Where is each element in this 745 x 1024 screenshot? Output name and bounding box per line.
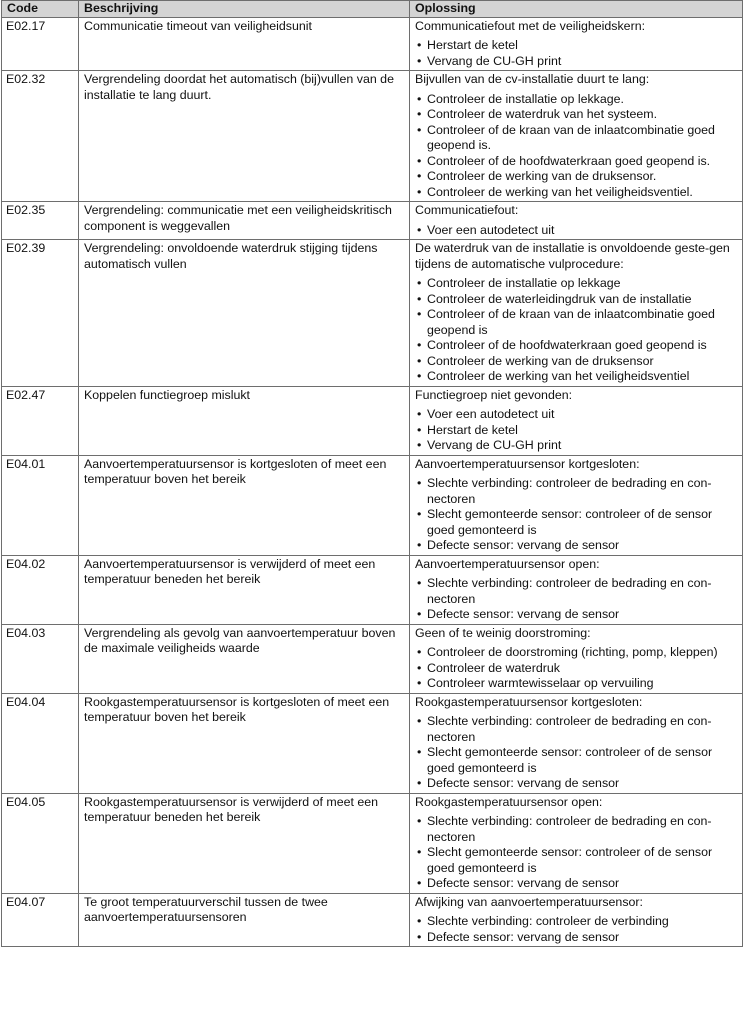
solution-step: • Slechte verbinding: controleer de bedrading en con-nectoren <box>415 814 737 845</box>
description-cell: Vergrendeling: communicatie met een veiligheidskritisch component is weggevallen <box>79 202 410 240</box>
solution-cell <box>410 386 743 455</box>
error-code-cell: E04.01 <box>2 455 79 555</box>
error-code-cell: E04.02 <box>2 555 79 624</box>
solution-step: • Slechte verbinding: controleer de verbinding <box>415 914 737 930</box>
error-code-cell: E02.39 <box>2 240 79 387</box>
solution-step: • Controleer de werking van het veiligheidsventiel. <box>415 185 737 201</box>
solution-cell <box>410 624 743 693</box>
solution-cell <box>410 793 743 893</box>
solution-title: Communicatiefout: <box>415 203 519 217</box>
solution-step: • Controleer de waterdruk van het systeem. <box>415 107 737 123</box>
solution-cell <box>410 893 743 947</box>
solution-cell <box>410 455 743 555</box>
solution-cell <box>410 71 743 202</box>
error-code-cell: E02.35 <box>2 202 79 240</box>
solution-steps-list <box>415 476 737 554</box>
error-code-cell: E04.05 <box>2 793 79 893</box>
description-cell: Rookgastemperatuursensor is verwijderd of meet een temperatuur beneden het bereik <box>79 793 410 893</box>
solution-step: • Controleer de installatie op lekkage. <box>415 92 737 108</box>
solution-step: • Controleer of de hoofdwaterkraan goed geopend is. <box>415 154 737 170</box>
solution-cell <box>410 693 743 793</box>
description-cell: Te groot temperatuurverschil tussen de twee aanvoertemperatuursensoren <box>79 893 410 947</box>
description-cell: Aanvoertemperatuursensor is kortgesloten of meet een temperatuur boven het bereik <box>79 455 410 555</box>
table-body <box>2 17 743 947</box>
solution-steps-list <box>415 576 737 623</box>
solution-step: • Slechte verbinding: controleer de bedrading en con-nectoren <box>415 476 737 507</box>
solution-step: • Vervang de CU-GH print <box>415 54 737 70</box>
table-row <box>2 555 743 624</box>
solution-title: Rookgastemperatuursensor open: <box>415 794 603 809</box>
solution-steps-list <box>415 714 737 792</box>
solution-step: • Controleer de installatie op lekkage <box>415 276 737 292</box>
solution-title: Communicatiefout met de veiligheidskern: <box>415 18 646 33</box>
solution-step: • Controleer de waterleidingdruk van de installatie <box>415 292 737 308</box>
solution-step: • Defecte sensor: vervang de sensor <box>415 607 737 623</box>
solution-title: Functiegroep niet gevonden: <box>415 387 573 402</box>
solution-title: Aanvoertemperatuursensor kortgesloten: <box>415 456 640 471</box>
solution-title: De waterdruk van de installatie is onvoldoende geste-gen tijdens de automatische vulprocedure: <box>415 241 730 271</box>
solution-cell <box>410 17 743 71</box>
table-header-row <box>2 1 743 18</box>
solution-cell <box>410 555 743 624</box>
solution-title: Aanvoertemperatuursensor open: <box>415 556 600 571</box>
solution-step: • Voer een autodetect uit <box>415 407 737 423</box>
error-code-cell: E02.17 <box>2 17 79 71</box>
description-cell: Koppelen functiegroep mislukt <box>79 386 410 455</box>
solution-step: • Controleer de werking van de druksensor <box>415 354 737 370</box>
solution-step: • Controleer of de kraan van de inlaatcombinatie goed geopend is <box>415 307 737 338</box>
solution-steps-list <box>415 407 737 454</box>
solution-steps-list <box>415 92 737 201</box>
solution-title: Bijvullen van de cv-installatie duurt te lang: <box>415 72 650 86</box>
solution-step: • Vervang de CU-GH print <box>415 438 737 454</box>
error-code-cell: E04.07 <box>2 893 79 947</box>
solution-title: Geen of te weinig doorstroming: <box>415 625 591 640</box>
solution-step: • Controleer of de hoofdwaterkraan goed geopend is <box>415 338 737 354</box>
description-cell: Vergrendeling: onvoldoende waterdruk stijging tijdens automatisch vullen <box>79 240 410 387</box>
table-row <box>2 17 743 71</box>
table-row <box>2 71 743 202</box>
error-code-cell: E04.04 <box>2 693 79 793</box>
solution-steps-list <box>415 276 737 385</box>
description-cell: Aanvoertemperatuursensor is verwijderd of meet een temperatuur beneden het bereik <box>79 555 410 624</box>
header-solution: Oplossing <box>410 1 743 18</box>
table-row <box>2 893 743 947</box>
header-code: Code <box>2 1 79 18</box>
solution-step: • Controleer of de kraan van de inlaatcombinatie goed geopend is. <box>415 123 737 154</box>
solution-title: Afwijking van aanvoertemperatuursensor: <box>415 894 643 909</box>
solution-step: • Slechte verbinding: controleer de bedrading en con-nectoren <box>415 714 737 745</box>
solution-steps-list <box>415 914 737 945</box>
solution-step: • Defecte sensor: vervang de sensor <box>415 876 737 892</box>
solution-step: • Defecte sensor: vervang de sensor <box>415 776 737 792</box>
solution-step: • Slecht gemonteerde sensor: controleer of de sensor goed gemonteerd is <box>415 507 737 538</box>
solution-step: • Controleer de werking van de druksensor. <box>415 169 737 185</box>
solution-steps-list <box>415 38 737 69</box>
solution-step: • Controleer warmtewisselaar op vervuiling <box>415 676 737 692</box>
table-row <box>2 624 743 693</box>
solution-step: • Controleer de doorstroming (richting, pomp, kleppen) <box>415 645 737 661</box>
error-code-cell: E02.32 <box>2 71 79 202</box>
description-cell: Communicatie timeout van veiligheidsunit <box>79 17 410 71</box>
solution-title: Rookgastemperatuursensor kortgesloten: <box>415 694 643 709</box>
solution-step: • Controleer de werking van het veiligheidsventiel <box>415 369 737 385</box>
solution-steps-list <box>415 223 737 239</box>
solution-steps-list <box>415 645 737 692</box>
table-row <box>2 693 743 793</box>
table-row <box>2 202 743 240</box>
solution-step: • Slechte verbinding: controleer de bedrading en con-nectoren <box>415 576 737 607</box>
solution-step: • Defecte sensor: vervang de sensor <box>415 538 737 554</box>
description-cell: Vergrendeling doordat het automatisch (bij)vullen van de installatie te lang duurt. <box>79 71 410 202</box>
solution-steps-list <box>415 814 737 892</box>
table-row <box>2 240 743 387</box>
solution-cell <box>410 240 743 387</box>
header-description: Beschrijving <box>79 1 410 18</box>
error-code-cell: E02.47 <box>2 386 79 455</box>
description-cell: Vergrendeling als gevolg van aanvoertemperatuur boven de maximale veiligheids waarde <box>79 624 410 693</box>
table-row <box>2 386 743 455</box>
solution-step: • Voer een autodetect uit <box>415 223 737 239</box>
solution-step: • Herstart de ketel <box>415 423 737 439</box>
error-code-cell: E04.03 <box>2 624 79 693</box>
error-code-table <box>1 0 743 947</box>
solution-step: • Herstart de ketel <box>415 38 737 54</box>
solution-step: • Defecte sensor: vervang de sensor <box>415 930 737 946</box>
table-row <box>2 793 743 893</box>
solution-step: • Controleer de waterdruk <box>415 661 737 677</box>
description-cell: Rookgastemperatuursensor is kortgesloten of meet een temperatuur boven het bereik <box>79 693 410 793</box>
table-row <box>2 455 743 555</box>
solution-step: • Slecht gemonteerde sensor: controleer of de sensor goed gemonteerd is <box>415 745 737 776</box>
solution-cell <box>410 202 743 240</box>
solution-step: • Slecht gemonteerde sensor: controleer of de sensor goed gemonteerd is <box>415 845 737 876</box>
